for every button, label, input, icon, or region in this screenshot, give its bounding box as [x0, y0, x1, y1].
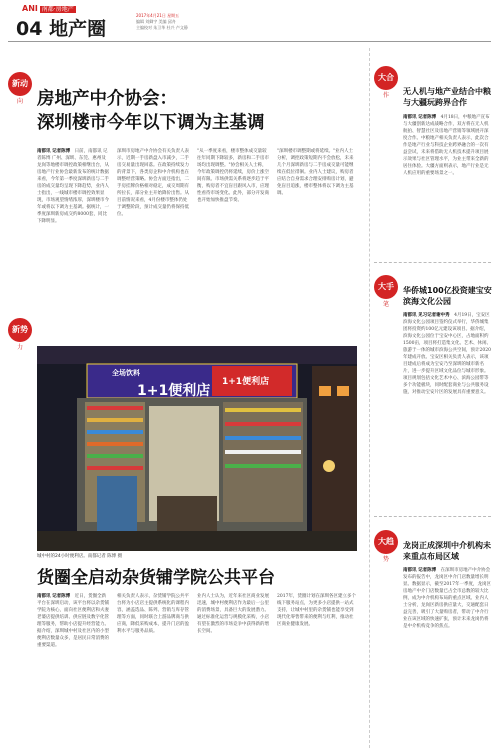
- editor-credit: 编辑 刘卿宇 美编 邱舟: [136, 19, 176, 24]
- story2-headline: 货圈全启动杂货铺学院公共平台: [37, 568, 275, 588]
- right3-byline: 南都讯 记者陈博: [403, 568, 437, 573]
- story1-headline: [37, 87, 367, 135]
- story1-col3: "从一季度来看，楼市整体成交量较往年同期下降较多，新房和二手房市场均出现调整。"协会相关人士称，今年政策调控仍将延续，房价上涨空间有限。市场供需关系将逐步趋于平衡，购房者不宜盲目跟风入市，应理性看待市场变化。此外，部分开发商也开始加快推盘节奏。: [197, 149, 269, 203]
- right-divider-1: [374, 262, 491, 263]
- header-meta: [136, 13, 188, 31]
- story1-col1: [37, 148, 109, 323]
- story1-headline-line2: 深圳楼市今年以下调为主基调: [37, 113, 265, 133]
- brand-tag: 南都·房地产: [41, 6, 74, 13]
- store-photo: [37, 346, 357, 551]
- brand-logo: ANI: [22, 4, 38, 13]
- right2-body-text: 4月19日，宝安区滨海文化公园项目签约仪式举行，华侨城集团将投资约100亿元建设该项目。据介绍，滨海文化公园位于宝安中心区，占地面积约1500亩，项目将打造集文化、艺术、休闲、旅游于一体的城市滨海公共空间，预计2020年建成开放。宝安区相关负责人表示，该项目建成后将成为宝安乃至深圳的城市新名片，进一步提升区域文化品位与城市形象。项目规划包括文化艺术中心、滨海公园带等多个功能板块，同时配套商业与公共服务设施，对推动宝安片区的发展具有重要意义。: [403, 313, 491, 395]
- story1-badge-sub: 向: [16, 98, 23, 105]
- photo-caption: 城中村的24小时便利店。南都记者 陈博 摄: [37, 554, 123, 559]
- page-number: 04: [16, 18, 43, 40]
- story2-col3: 业内人士认为，近年来社区商业发展迅速，城中村便利店作为最后一公里的消费场景，具备巨大的发展潜力。通过标准化运营与规模化采购，小店有望在激烈的市场竞争中获得新的增长空间。: [197, 594, 269, 634]
- right1-byline: 南都讯 记者陈博: [403, 115, 437, 120]
- right3-title: 龙岗正成深圳中介机构未来重点布局区域: [403, 541, 491, 561]
- story1-badge: 新动: [8, 72, 32, 96]
- section-title: [16, 14, 106, 41]
- right3-body: [403, 567, 491, 743]
- proof-credit: 主编校对 朱卫华 杜兴 卢文静: [136, 25, 188, 30]
- store-sign-promo: 全场饮料: [112, 369, 140, 377]
- right2-title: 华侨城100亿投资建宝安滨海文化公园: [403, 286, 492, 306]
- story2-col1: [37, 593, 109, 743]
- header-divider: [8, 41, 491, 42]
- story2-badge-sub: 力: [16, 344, 23, 351]
- story2-badge: 新势: [8, 318, 32, 342]
- right3-badge-sub: 势: [382, 556, 389, 563]
- right3-badge: 大趋: [374, 530, 398, 554]
- column-divider: [369, 48, 371, 748]
- story1-headline-line1: 房地产中介协会：: [37, 89, 177, 109]
- store-sign-red: 1+1便利店: [222, 377, 270, 387]
- issue-date: 2017年4月21日 星期五: [136, 13, 180, 18]
- masthead-brand: [22, 4, 76, 13]
- right1-title: 无人机与地产业结合中粮与大疆玩跨界合作: [403, 87, 491, 107]
- right2-badge-sub: 笔: [382, 301, 389, 308]
- right1-body: [403, 114, 491, 254]
- right2-badge: 大手: [374, 275, 398, 299]
- story1-byline: 南都讯 记者陈博: [37, 149, 71, 154]
- section-name: 地产圈: [49, 18, 107, 40]
- convenience-store-illustration: [37, 346, 357, 551]
- story2-col2: 相关负责人表示，杂货铺学院公共平台将为小店店主提供系统化的课程内容，涵盖选品、陈列、营销与库存管理等方面，同时联合上游品牌商与供应商，降低采购成本，提升门店的盈利水平与服务品质。: [117, 594, 189, 634]
- right2-body: [403, 312, 491, 510]
- store-sign-main: 1+1便利店: [137, 383, 211, 399]
- story1-col2: 深圳市房地产中介协会有关负责人表示，近期一手房新盘入市减少，二手房交易量出现回落。在政策持续发力的背景下，各类房企和中介机构也在调整经营策略。协会方面还指出，二手房挂牌价格相对稳定，成交周期有所拉长，部分业主开始降价出售。从目前情况来看，4月份楼市整体仍处于调整阶段，预计成交量仍将保持低位。: [117, 149, 189, 217]
- story2-byline: 南都讯 记者陈博: [37, 594, 71, 599]
- right1-body-text: 4月18日，中粮地产宣布与大疆创新达成战略合作，双方将在无人机航拍、智慧社区及房地产营销等领域展开深度合作。中粮地产相关负责人表示，此次合作是地产行业与科技企业跨界融合的一次有益尝试，未来将借助无人机技术提升项目展示效果与社区管理水平，为业主带来全新的居住体验。大疆方面则表示，地产行业是无人机应用的重要场景之一。: [403, 115, 490, 176]
- right-divider-2: [374, 516, 491, 517]
- right1-badge-sub: 作: [382, 92, 389, 99]
- story1-col4: "深圳楼市调整期或将延续。"业内人士分析，调控政策短期内不会放松，未来几个月深圳新房与二手房成交量可能继续在低位徘徊。业内人士建议，购房者应结合自身需求合理安排购房计划，避免盲目追涨，楼市整体将以下调为主基调。: [277, 149, 354, 196]
- right3-body-text: 在深圳市房地产中介协会发布的报告中，龙岗区中介门店数量增长明显。数据显示，截至2017年一季度，龙岗区房地产中介门店数量已占全市总数的较大比例，成为中介机构布局的重点区域。业内人士分析，龙岗区新房供应量大，交通配套日益完善，吸引了大量购房者，带动了中介行业在该区域的快速扩张，预计未来龙岗仍将是中介机构竞争的焦点。: [403, 568, 491, 629]
- story2-col4: 2017年，货圈计划在深圳各区建立多个线下服务站点，为更多小店提供一站式支持，让城中村里的杂货铺也能享受到现代化零售带来的便利与红利，推动社区商业健康发展。: [277, 594, 356, 627]
- right2-byline: 南都讯 见习记者谢中秀: [403, 313, 450, 318]
- right1-badge: 大合: [374, 66, 398, 90]
- story1-col1-text: 日前，南都讯 记者陈博 广州、深圳、东莞、惠州及龙岗等地楼市调控政策相继出台，从房地产行业协会最新发布的统计数据来看，今年第一季度深圳新房与二手房的成交量均呈现下降趋势，业内人士指出，一线城市楼市调控效果显现，市场观望情绪浓厚，深圳楼市今年或将以下调为主基调。据统计，一季度深圳新房成交约8000套，同比下降明显。: [37, 149, 109, 224]
- story2-col1-text: 近日，货圈全新平台在深圳启动，该平台将以杂货铺学院为核心，面向社区便利店和夫妻老婆店提供培训、供应链及数字化管理等服务，帮助小店提升经营能力。据介绍，深圳城中村及社区内的小型便利店数量众多，是居民日常消费的重要渠道。: [37, 594, 109, 648]
